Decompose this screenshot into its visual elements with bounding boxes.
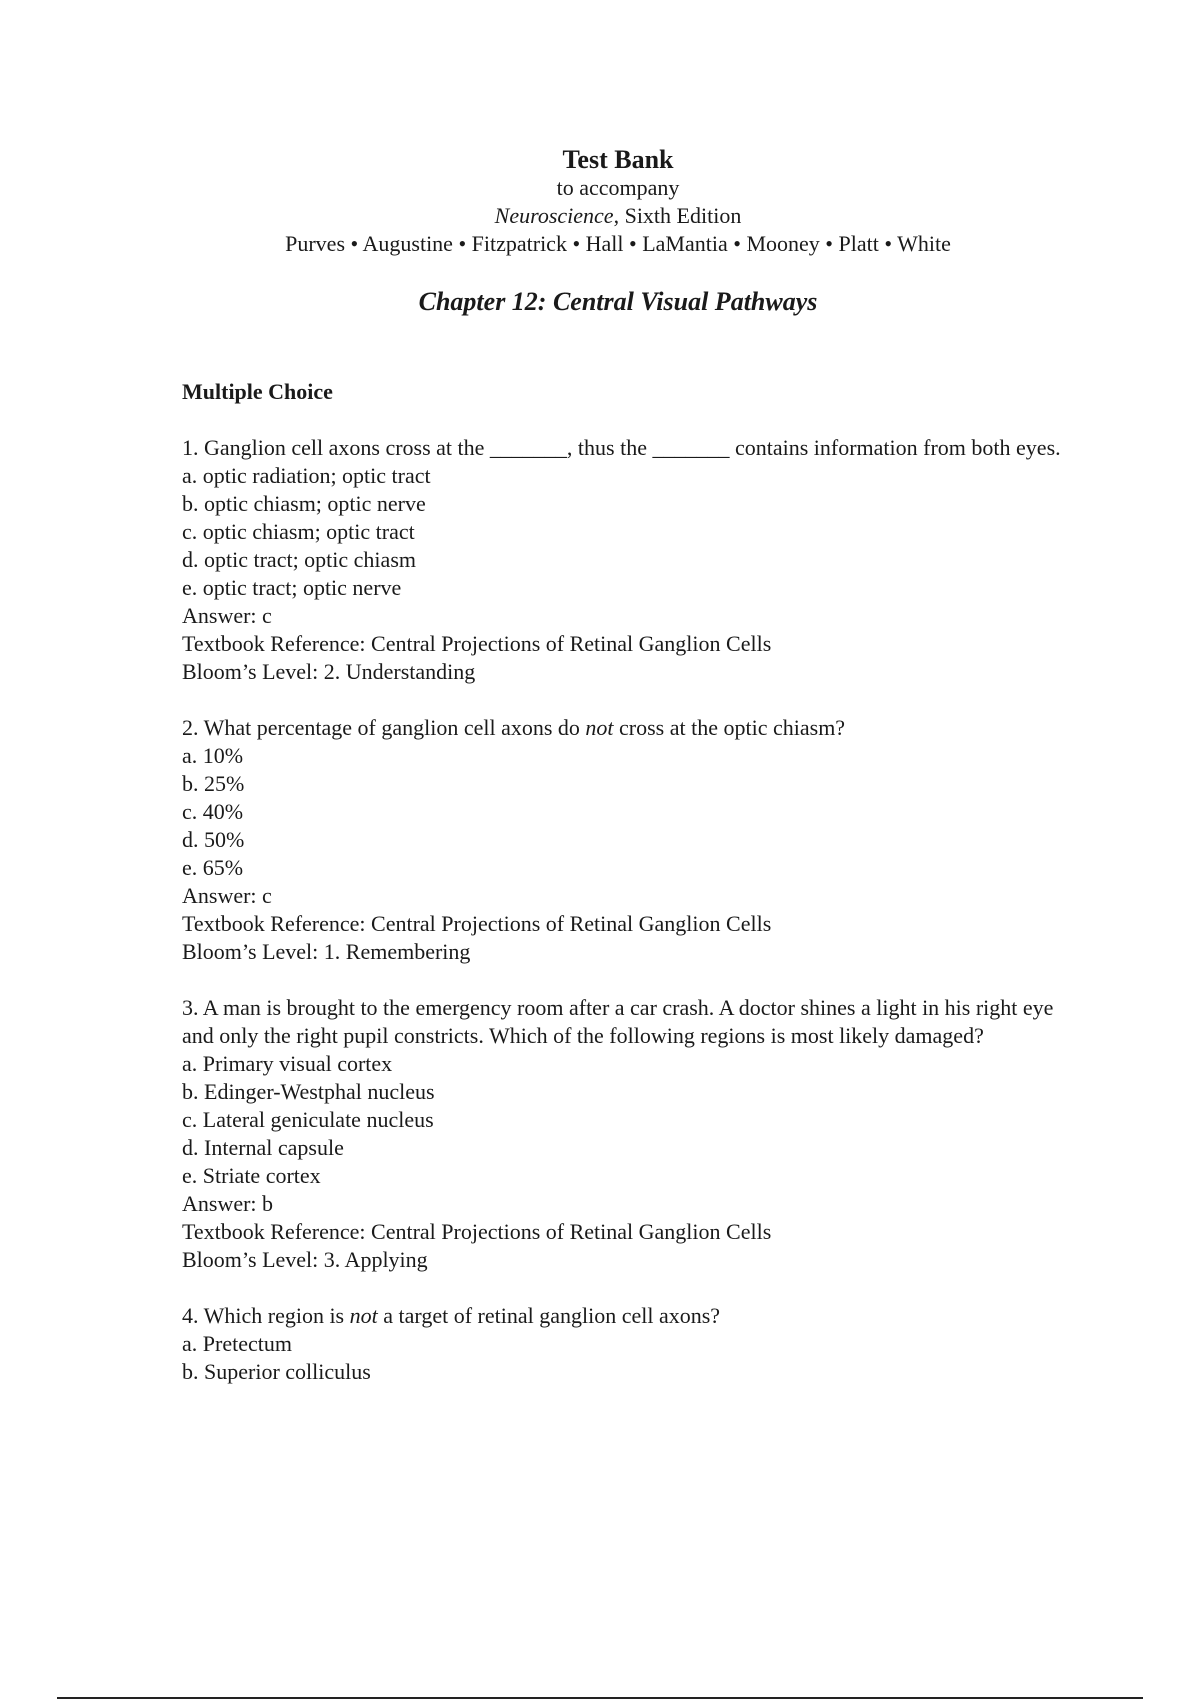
blooms-level: Bloom’s Level: 1. Remembering [182,939,471,964]
stem-emphasis: not [349,1303,378,1328]
option-a: a. Pretectum [182,1331,292,1356]
footer-divider [57,1697,1143,1699]
authors: Purves • Augustine • Fitzpatrick • Hall • LaMantia • Mooney • Platt • White [285,231,951,256]
textbook-reference: Textbook Reference: Central Projections of Retinal Ganglion Cells [182,1219,772,1244]
document-header [0,146,1200,316]
question-stem [182,714,1062,742]
option-c: c. optic chiasm; optic tract [182,519,415,544]
stem-text: cross at the optic chiasm? [613,715,846,740]
answer: Answer: b [182,1191,274,1216]
question-stem: 3. A man is brought to the emergency room after a car crash. A doctor shines a light in his right eye and only the right pupil constricts. Which of the following regions is most likely damaged? [182,995,1054,1048]
book-title: Neuroscience [494,203,614,228]
option-b: b. Superior colliculus [182,1359,371,1384]
textbook-reference: Textbook Reference: Central Projections of Retinal Ganglion Cells [182,911,772,936]
question-list [182,378,1062,1386]
question-stem: 1. Ganglion cell axons cross at the _______, thus the _______ contains information from both eyes. [182,435,1061,460]
option-a: a. optic radiation; optic tract [182,463,431,488]
stem-text: 2. What percentage of ganglion cell axons do [182,715,586,740]
question-1 [182,434,1062,686]
option-e: e. 65% [182,855,244,880]
option-d: d. optic tract; optic chiasm [182,547,416,572]
option-b: b. 25% [182,771,245,796]
option-d: d. 50% [182,827,245,852]
test-bank-title: Test Bank [562,145,674,174]
answer: Answer: c [182,603,272,628]
book-line [0,202,1200,230]
option-e: e. Striate cortex [182,1163,321,1188]
stem-text: a target of retinal ganglion cell axons? [377,1303,721,1328]
question-stem [182,1302,1062,1330]
stem-text: 4. Which region is [182,1303,350,1328]
option-b: b. optic chiasm; optic nerve [182,491,426,516]
question-4 [182,1302,1062,1386]
chapter-title: Chapter 12: Central Visual Pathways [418,287,818,316]
option-c: c. Lateral geniculate nucleus [182,1107,434,1132]
answer: Answer: c [182,883,272,908]
option-b: b. Edinger-Westphal nucleus [182,1079,435,1104]
blooms-level: Bloom’s Level: 2. Understanding [182,659,476,684]
edition: , Sixth Edition [613,203,742,228]
stem-emphasis: not [585,715,614,740]
option-e: e. optic tract; optic nerve [182,575,402,600]
option-a: a. Primary visual cortex [182,1051,393,1076]
question-2 [182,714,1062,966]
textbook-reference: Textbook Reference: Central Projections of Retinal Ganglion Cells [182,631,772,656]
subtitle: to accompany [556,175,680,200]
section-heading: Multiple Choice [182,379,333,404]
question-3 [182,994,1062,1274]
option-a: a. 10% [182,743,244,768]
blooms-level: Bloom’s Level: 3. Applying [182,1247,428,1272]
option-d: d. Internal capsule [182,1135,344,1160]
option-c: c. 40% [182,799,244,824]
